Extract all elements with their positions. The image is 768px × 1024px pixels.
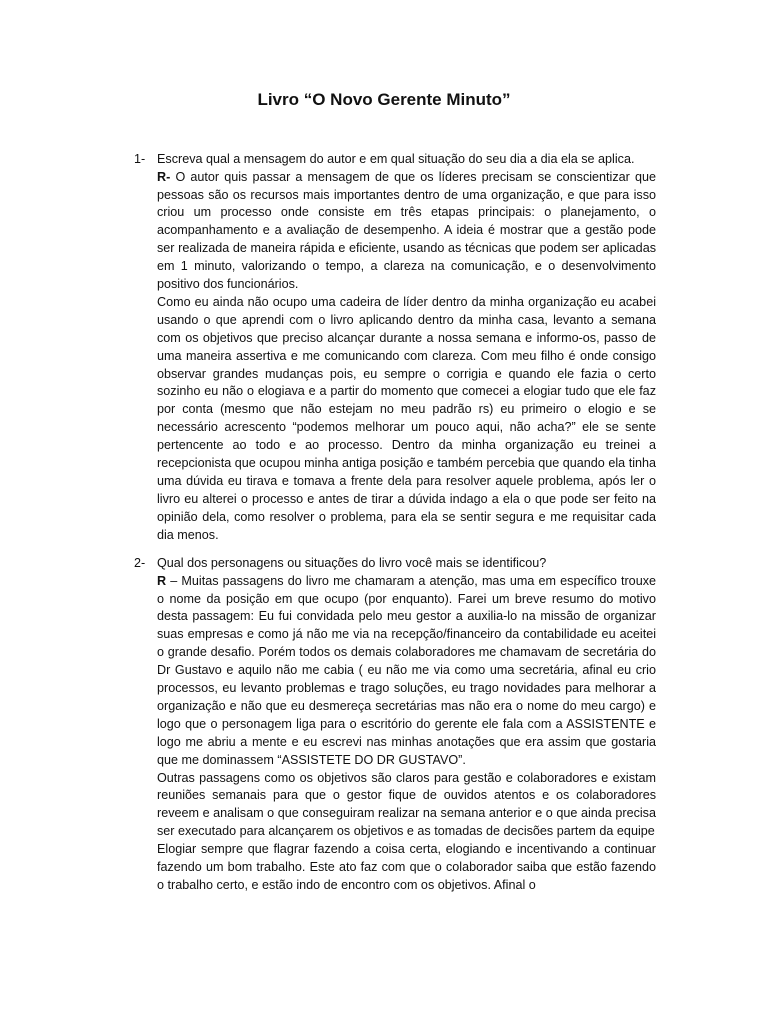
question-1 <box>134 151 656 545</box>
question-2 <box>134 555 656 895</box>
answer-paragraph-text: – Muitas passagens do livro me chamaram a atenção, mas uma em específico trouxe o nome da posição em que ocupo (por enquanto). Farei um breve resumo do motivo desta passagem: Eu fui convidada pelo meu gestor a auxilia-lo na missão de organizar suas empresas e como já não me via na recepção/financeiro da contabilidade eu aceitei o grande desafio. Porém todos os demais colaboradores me chamavam de secretária do Dr Gustavo e aquilo não me cabia ( eu não me via como uma secretária, afinal eu crio processos, eu levanto problemas e trago soluções, eu trago novidades para melhorar a organização e não que eu desmereça secretárias mas não era o nome do meu cargo) e logo que o personagem liga para o escritório do gerente ele fala com a ASSISTENTE e logo me abriu a mente e eu escrevi nas minhas anotações que era assim que gostaria que me dominassem “ASSISTETE DO DR GUSTAVO”. <box>157 573 656 767</box>
question-header <box>134 151 656 169</box>
page-title: Livro “O Novo Gerente Minuto” <box>257 90 511 109</box>
answer-paragraph: Outras passagens como os objetivos são claros para gestão e colaboradores e existam reuniões semanais para que o gestor fique de ouvidos atentos e os colaboradores reveem e analisam o que conseguiram realizar na semana anterior e o que ainda precisa ser executado para alcançarem os objetivos e as tomadas de decisões partem da equipe <box>157 770 656 839</box>
answer-paragraph: Como eu ainda não ocupo uma cadeira de líder dentro da minha organização eu acabei usando o que aprendi com o livro aplicando dentro da minha casa, levanto a semana com os objetivos que preciso alcançar durante a nossa semana e informo-os, passo de uma maneira assertiva e me comunicando com clareza. Com meu filho é onde consigo observar grandes mudanças pois, eu sempre o corrigia e quando ele fazia o certo sozinho eu não o elogiava e a partir do momento que comecei a elogiar tudo que ele faz por conta (mesmo que não estejam no meu padrão rs) eu primeiro o elogio e se necessário acrescento “podemos melhorar um pouco aqui, não acha?” ele se sente pertencente ao todo e ao processo. Dentro da minha organização eu treinei a recepcionista que ocupou minha antiga posição e também percebia que quando ela tinha uma dúvida eu tirava e tomava a frente dela para resolver aquele problema, após ler o livro eu alterei o processo e antes de tirar a dúvida indago a ela o que pode ser feito na opinião dela, como resolver o problema, para ela se sentir segura e me requisitar cada dia menos. <box>157 294 656 542</box>
answer-paragraph: Elogiar sempre que flagrar fazendo a coisa certa, elogiando e incentivando a continuar fazendo um bom trabalho. Este ato faz com que o colaborador saiba que estão fazendo o trabalho certo, e estão indo de encontro com os objetivos. Afinal o <box>157 842 656 892</box>
question-number: 2- <box>134 556 146 570</box>
question-number: 1- <box>134 152 146 166</box>
question-text: Escreva qual a mensagem do autor e em qual situação do seu dia a dia ela se aplica. <box>157 152 635 166</box>
answer-paragraph-text: O autor quis passar a mensagem de que os líderes precisam se conscientizar que pessoas são os recursos mais importantes dentro de uma organização, e que para isso criou um processo onde consiste em três etapas principais: o planejamento, o acompanhamento e a avaliação de desempenho. A ideia é mostrar que a gestão pode ser realizada de maneira rápida e eficiente, usando as técnicas que podem ser aplicadas em 1 minuto, valorizando o tempo, a clareza na comunicação, e o desenvolvimento positivo dos funcionários. <box>157 169 656 292</box>
question-header <box>134 555 656 573</box>
answer-paragraph <box>157 169 656 294</box>
answer-body <box>157 573 656 895</box>
answer-paragraph <box>157 573 656 770</box>
question-text: Qual dos personagens ou situações do livro você mais se identificou? <box>157 556 547 570</box>
answer-body <box>157 169 656 545</box>
answer-label: R <box>157 573 167 588</box>
answer-label: R- <box>157 169 171 184</box>
